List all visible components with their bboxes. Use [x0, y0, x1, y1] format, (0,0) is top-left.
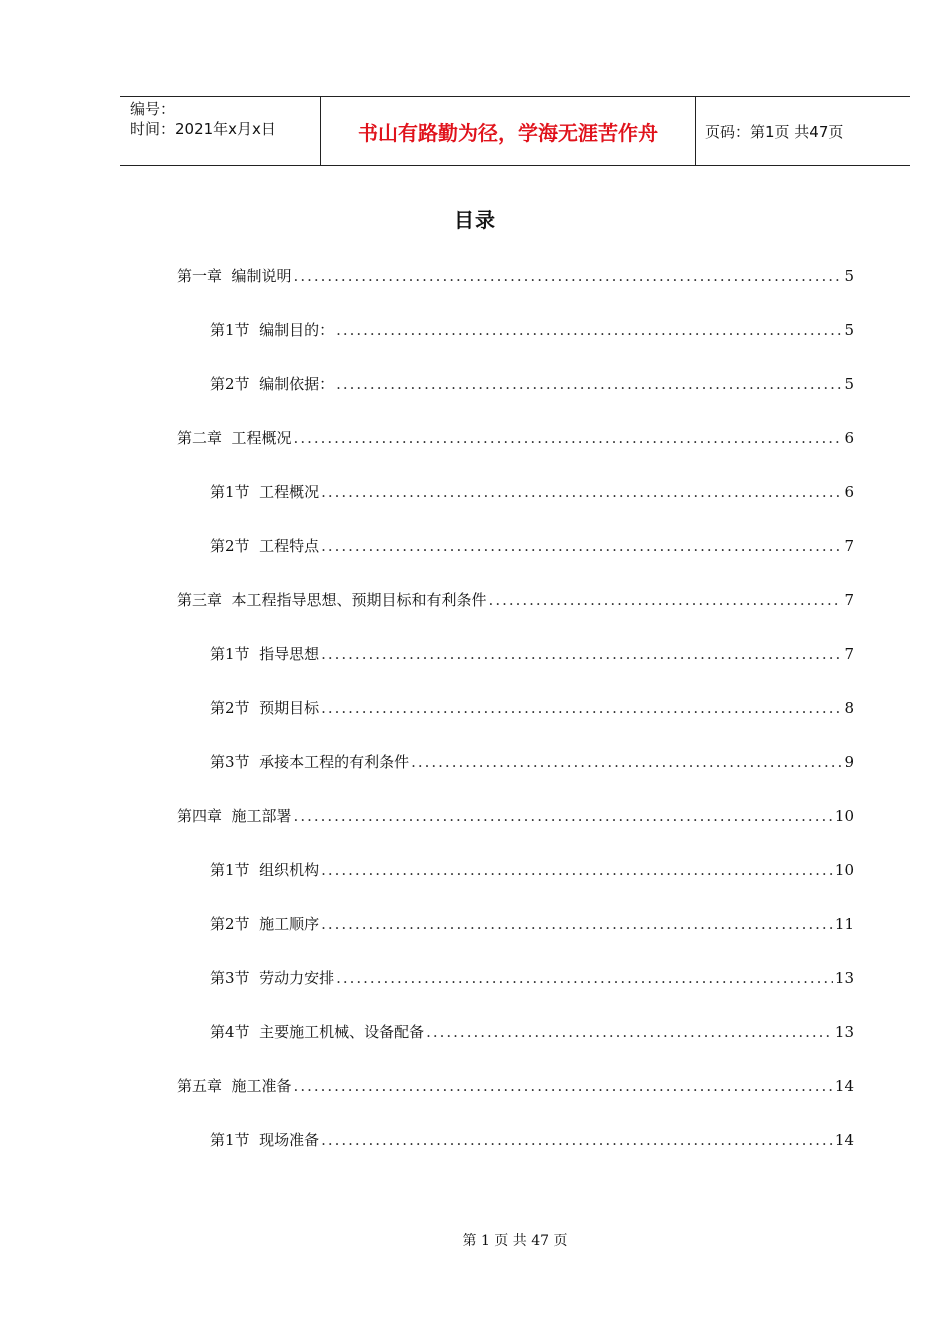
toc-entry-label: 第3节 劳动力安排: [210, 969, 335, 987]
toc-entry-page: 7: [844, 591, 854, 609]
header-meta: [120, 97, 320, 165]
toc-entry-label: 第四章 施工部署: [177, 807, 292, 825]
number-label: 编号：: [130, 100, 176, 118]
toc-entry[interactable]: [177, 427, 854, 449]
toc-entry-label: 第一章 编制说明: [177, 267, 292, 285]
toc-entry-page: 6: [844, 429, 854, 447]
toc-entry[interactable]: [177, 805, 854, 827]
toc-leader-dots: [321, 1129, 833, 1151]
toc-entry[interactable]: [210, 697, 854, 719]
document-header: [120, 96, 910, 166]
toc-entry-label: 第4节 主要施工机械、设备配备: [210, 1023, 425, 1041]
toc-entry[interactable]: [177, 1075, 854, 1097]
toc-entry[interactable]: [210, 967, 854, 989]
toc-entry-label: 第1节 编制目的：: [210, 321, 335, 339]
toc-title: 目录: [454, 208, 496, 232]
toc-entry-label: 第2节 工程特点: [210, 537, 320, 555]
toc-leader-dots: [294, 805, 833, 827]
toc-entry-label: 第1节 工程概况: [210, 483, 320, 501]
toc-entry-page: 13: [834, 969, 854, 987]
toc-entry-page: 10: [834, 861, 854, 879]
toc-entry-label: 第二章 工程概况: [177, 429, 292, 447]
page-footer: 第 1 页 共 47 页: [462, 1233, 568, 1249]
toc-entry-page: 6: [844, 483, 854, 501]
toc-entry-label: 第3节 承接本工程的有利条件: [210, 753, 410, 771]
toc-leader-dots: [336, 319, 842, 341]
toc-entry[interactable]: [210, 643, 854, 665]
time-label: 时间：2021年x月x日: [130, 120, 276, 138]
toc-leader-dots: [489, 589, 843, 611]
toc-entry-page: 7: [844, 645, 854, 663]
toc-entry-label: 第1节 组织机构: [210, 861, 320, 879]
toc-entry-page: 14: [834, 1077, 854, 1095]
toc-entry[interactable]: [210, 481, 854, 503]
toc-leader-dots: [336, 373, 842, 395]
toc-entry-label: 第2节 预期目标: [210, 699, 320, 717]
toc-entry[interactable]: [210, 535, 854, 557]
toc-entry[interactable]: [210, 913, 854, 935]
toc-entry[interactable]: [210, 373, 854, 395]
toc-leader-dots: [294, 265, 843, 287]
header-motto: 书山有路勤为径，学海无涯苦作舟: [320, 97, 696, 165]
toc-entry-page: 5: [844, 321, 854, 339]
toc-entry-page: 9: [844, 753, 854, 771]
toc-entry-label: 第三章 本工程指导思想、预期目标和有利条件: [177, 591, 487, 609]
toc-leader-dots: [336, 967, 833, 989]
toc-entry[interactable]: [177, 265, 854, 287]
toc-entry-label: 第1节 指导思想: [210, 645, 320, 663]
toc-entry-page: 5: [844, 267, 854, 285]
toc-entry-label: 第1节 现场准备: [210, 1131, 320, 1149]
toc-leader-dots: [321, 859, 833, 881]
toc-entry[interactable]: [210, 1021, 854, 1043]
toc-entry[interactable]: [210, 319, 854, 341]
toc-entry-label: 第2节 编制依据：: [210, 375, 335, 393]
toc-entry-page: 5: [844, 375, 854, 393]
toc-entry[interactable]: [210, 1129, 854, 1151]
toc-leader-dots: [426, 1021, 833, 1043]
toc-leader-dots: [321, 535, 842, 557]
toc-entry-label: 第五章 施工准备: [177, 1077, 292, 1095]
toc-entry[interactable]: [210, 751, 854, 773]
toc-leader-dots: [321, 697, 842, 719]
toc-entry-page: 13: [834, 1023, 854, 1041]
toc-leader-dots: [321, 481, 842, 503]
toc-entry-label: 第2节 施工顺序: [210, 915, 320, 933]
toc-entry[interactable]: [177, 589, 854, 611]
toc-leader-dots: [411, 751, 842, 773]
toc-entry-page: 10: [834, 807, 854, 825]
toc-entry-page: 11: [834, 915, 854, 933]
toc-leader-dots: [321, 913, 833, 935]
toc-entry-page: 8: [844, 699, 854, 717]
toc-entry-page: 7: [844, 537, 854, 555]
toc-leader-dots: [294, 427, 843, 449]
toc-leader-dots: [294, 1075, 833, 1097]
toc-leader-dots: [321, 643, 842, 665]
header-page-info: 页码：第1页 共47页: [705, 122, 844, 141]
toc-entry[interactable]: [210, 859, 854, 881]
toc-entry-page: 14: [834, 1131, 854, 1149]
